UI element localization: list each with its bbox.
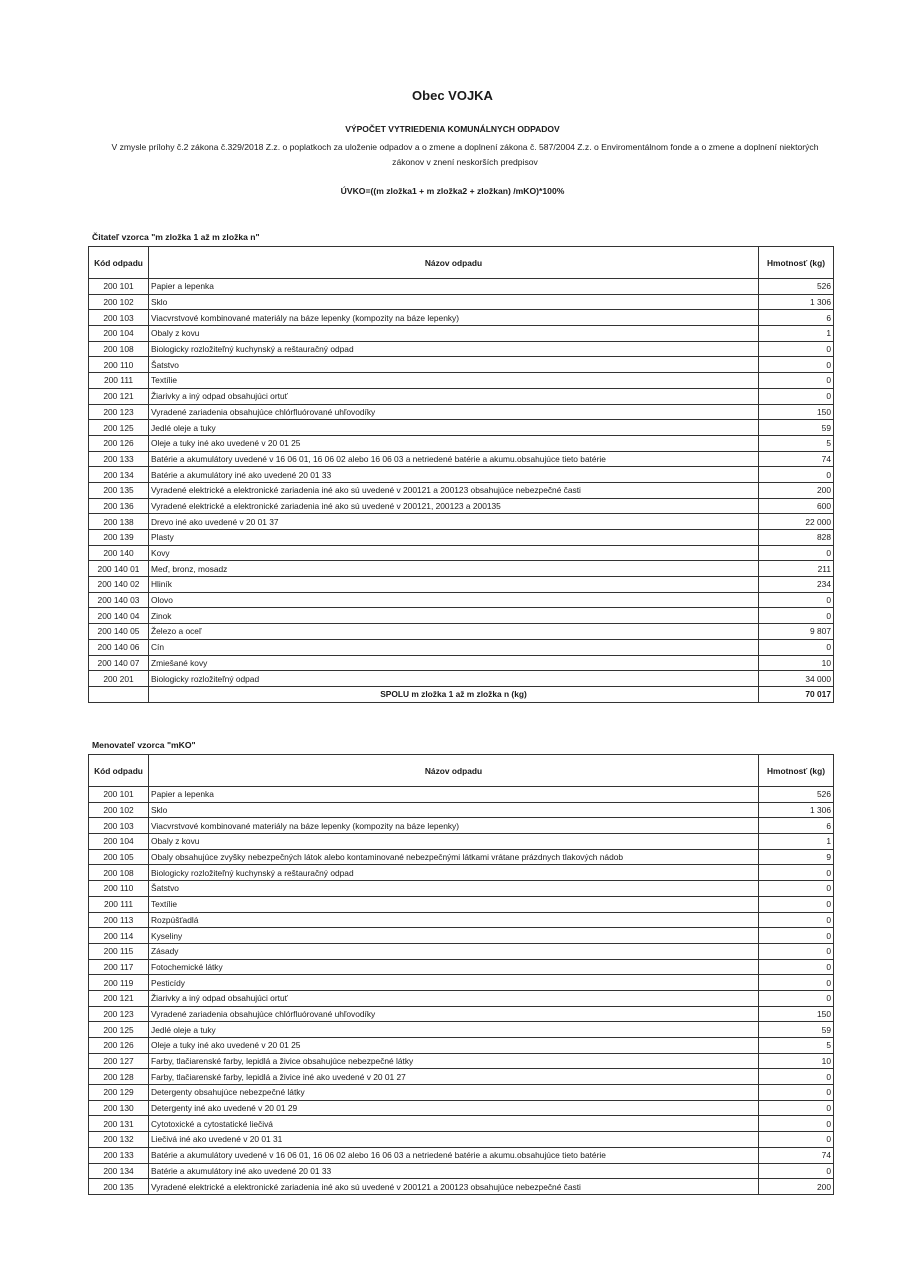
cell-mass: 22 000 xyxy=(759,514,834,530)
numerator-table xyxy=(88,246,834,703)
table-row xyxy=(89,849,834,865)
cell-code: 200 140 01 xyxy=(89,561,149,577)
cell-code: 200 133 xyxy=(89,1147,149,1163)
cell-mass: 0 xyxy=(759,388,834,404)
cell-mass: 0 xyxy=(759,467,834,483)
cell-mass: 0 xyxy=(759,1132,834,1148)
cell-code: 200 140 02 xyxy=(89,577,149,593)
table-row xyxy=(89,865,834,881)
table-row xyxy=(89,1038,834,1054)
cell-code: 200 110 xyxy=(89,881,149,897)
cell-name: Vyradené elektrické a elektronické zariadenia iné ako sú uvedené v 200121 a 200123 obsahujúce nebezpečné časti xyxy=(149,482,759,498)
cell-code: 200 121 xyxy=(89,388,149,404)
cell-name: Cytotoxické a cytostatické liečivá xyxy=(149,1116,759,1132)
table-row xyxy=(89,834,834,850)
cell-name: Pesticídy xyxy=(149,975,759,991)
cell-mass: 0 xyxy=(759,357,834,373)
cell-name: Plasty xyxy=(149,530,759,546)
cell-code: 200 105 xyxy=(89,849,149,865)
cell-code: 200 102 xyxy=(89,802,149,818)
cell-name: Žiarivky a iný odpad obsahujúci ortuť xyxy=(149,388,759,404)
cell-mass: 0 xyxy=(759,592,834,608)
cell-name: Zmiešané kovy xyxy=(149,655,759,671)
cell-name: Obaly obsahujúce zvyšky nebezpečných látok alebo kontaminované nebezpečnými látkami vrátane prázdnych tlakových nádob xyxy=(149,849,759,865)
cell-name: Obaly z kovu xyxy=(149,834,759,850)
header-name: Názov odpadu xyxy=(149,247,759,279)
cell-code: 200 113 xyxy=(89,912,149,928)
cell-mass: 1 306 xyxy=(759,294,834,310)
cell-mass: 10 xyxy=(759,1053,834,1069)
cell-mass: 0 xyxy=(759,1163,834,1179)
cell-name: Fotochemické látky xyxy=(149,959,759,975)
cell-mass: 74 xyxy=(759,451,834,467)
table-row xyxy=(89,388,834,404)
cell-name: Biologicky rozložiteľný kuchynský a reštauračný odpad xyxy=(149,865,759,881)
table-row xyxy=(89,467,834,483)
cell-mass: 0 xyxy=(759,1085,834,1101)
cell-code: 200 119 xyxy=(89,975,149,991)
cell-code: 200 126 xyxy=(89,435,149,451)
cell-code: 200 115 xyxy=(89,943,149,959)
table-row xyxy=(89,373,834,389)
total-row xyxy=(89,686,834,702)
cell-code: 200 114 xyxy=(89,928,149,944)
cell-code: 200 125 xyxy=(89,1022,149,1038)
cell-name: Liečivá iné ako uvedené v 20 01 31 xyxy=(149,1132,759,1148)
page-title: Obec VOJKA xyxy=(412,88,493,103)
table-row xyxy=(89,592,834,608)
cell-mass: 0 xyxy=(759,928,834,944)
cell-mass: 6 xyxy=(759,818,834,834)
cell-name: Vyradené zariadenia obsahujúce chlórfluórované uhľovodíky xyxy=(149,1006,759,1022)
cell-name: Meď, bronz, mosadz xyxy=(149,561,759,577)
cell-name: Zásady xyxy=(149,943,759,959)
cell-code: 200 111 xyxy=(89,373,149,389)
cell-code: 200 128 xyxy=(89,1069,149,1085)
cell-name: Vyradené elektrické a elektronické zariadenia iné ako sú uvedené v 200121 a 200123 obsahujúce nebezpečné časti xyxy=(149,1179,759,1195)
cell-mass: 0 xyxy=(759,341,834,357)
cell-mass: 0 xyxy=(759,959,834,975)
table-row xyxy=(89,639,834,655)
cell-code: 200 121 xyxy=(89,990,149,1006)
cell-code: 200 126 xyxy=(89,1038,149,1054)
cell-mass: 150 xyxy=(759,404,834,420)
cell-mass: 600 xyxy=(759,498,834,514)
total-label: SPOLU m zložka 1 až m zložka n (kg) xyxy=(149,686,759,702)
table-row xyxy=(89,310,834,326)
table-row xyxy=(89,624,834,640)
cell-mass: 234 xyxy=(759,577,834,593)
cell-mass: 526 xyxy=(759,787,834,803)
cell-name: Batérie a akumulátory iné ako uvedené 20 01 33 xyxy=(149,467,759,483)
cell-code: 200 139 xyxy=(89,530,149,546)
cell-code: 200 133 xyxy=(89,451,149,467)
table-row xyxy=(89,451,834,467)
cell-name: Olovo xyxy=(149,592,759,608)
cell-mass: 150 xyxy=(759,1006,834,1022)
cell-name: Vyradené elektrické a elektronické zariadenia iné ako sú uvedené v 200121, 200123 a 200135 xyxy=(149,498,759,514)
cell-mass: 828 xyxy=(759,530,834,546)
cell-name: Sklo xyxy=(149,802,759,818)
table-row xyxy=(89,294,834,310)
cell-name: Kovy xyxy=(149,545,759,561)
cell-code: 200 140 07 xyxy=(89,655,149,671)
cell-code: 200 130 xyxy=(89,1100,149,1116)
table-row xyxy=(89,530,834,546)
cell-code: 200 140 05 xyxy=(89,624,149,640)
cell-code: 200 110 xyxy=(89,357,149,373)
table-row xyxy=(89,577,834,593)
cell-name: Papier a lepenka xyxy=(149,787,759,803)
cell-code: 200 127 xyxy=(89,1053,149,1069)
table-row xyxy=(89,326,834,342)
cell-code: 200 138 xyxy=(89,514,149,530)
header-code: Kód odpadu xyxy=(89,755,149,787)
cell-name: Textílie xyxy=(149,896,759,912)
cell-code: 200 201 xyxy=(89,671,149,687)
cell-mass: 0 xyxy=(759,896,834,912)
table-row xyxy=(89,818,834,834)
table1-caption: Čitateľ vzorca "m zložka 1 až m zložka n" xyxy=(92,232,260,242)
cell-mass: 0 xyxy=(759,990,834,1006)
cell-mass: 10 xyxy=(759,655,834,671)
header-code: Kód odpadu xyxy=(89,247,149,279)
table-row xyxy=(89,545,834,561)
cell-mass: 0 xyxy=(759,865,834,881)
table-row xyxy=(89,787,834,803)
table-row xyxy=(89,420,834,436)
cell-name: Rozpúšťadlá xyxy=(149,912,759,928)
cell-mass: 0 xyxy=(759,373,834,389)
table-row xyxy=(89,498,834,514)
cell-name: Zinok xyxy=(149,608,759,624)
cell-name: Drevo iné ako uvedené v 20 01 37 xyxy=(149,514,759,530)
cell-mass: 74 xyxy=(759,1147,834,1163)
table-row xyxy=(89,1053,834,1069)
cell-code: 200 108 xyxy=(89,865,149,881)
table-row xyxy=(89,1085,834,1101)
cell-mass: 1 306 xyxy=(759,802,834,818)
cell-mass: 200 xyxy=(759,482,834,498)
cell-mass: 0 xyxy=(759,545,834,561)
cell-name: Cín xyxy=(149,639,759,655)
cell-name: Textílie xyxy=(149,373,759,389)
cell-name: Oleje a tuky iné ako uvedené v 20 01 25 xyxy=(149,435,759,451)
cell-name: Detergenty iné ako uvedené v 20 01 29 xyxy=(149,1100,759,1116)
table-row xyxy=(89,671,834,687)
cell-code: 200 140 06 xyxy=(89,639,149,655)
cell-name: Vyradené zariadenia obsahujúce chlórfluórované uhľovodíky xyxy=(149,404,759,420)
table-row xyxy=(89,896,834,912)
cell-code: 200 103 xyxy=(89,818,149,834)
cell-mass: 0 xyxy=(759,943,834,959)
cell-name: Hliník xyxy=(149,577,759,593)
table-row xyxy=(89,404,834,420)
table-row xyxy=(89,928,834,944)
formula: ÚVKO=((m zložka1 + m zložka2 + zložkan) /mKO)*100% xyxy=(340,186,565,196)
cell-name: Obaly z kovu xyxy=(149,326,759,342)
cell-name: Sklo xyxy=(149,294,759,310)
cell-code: 200 135 xyxy=(89,482,149,498)
cell-mass: 59 xyxy=(759,420,834,436)
cell-name: Farby, tlačiarenské farby, lepidlá a živice iné ako uvedené v 20 01 27 xyxy=(149,1069,759,1085)
header-mass: Hmotnosť (kg) xyxy=(759,247,834,279)
table-row xyxy=(89,912,834,928)
cell-code: 200 102 xyxy=(89,294,149,310)
table-row xyxy=(89,1006,834,1022)
table-row xyxy=(89,1132,834,1148)
cell-name: Farby, tlačiarenské farby, lepidlá a živice obsahujúce nebezpečné látky xyxy=(149,1053,759,1069)
cell-mass: 6 xyxy=(759,310,834,326)
cell-code: 200 132 xyxy=(89,1132,149,1148)
cell-code: 200 123 xyxy=(89,1006,149,1022)
cell-mass: 0 xyxy=(759,1116,834,1132)
cell-mass: 211 xyxy=(759,561,834,577)
cell-mass: 1 xyxy=(759,834,834,850)
table2-caption: Menovateľ vzorca "mKO" xyxy=(92,740,196,750)
table-row xyxy=(89,881,834,897)
cell-code: 200 131 xyxy=(89,1116,149,1132)
cell-code: 200 101 xyxy=(89,787,149,803)
cell-name: Žiarivky a iný odpad obsahujúci ortuť xyxy=(149,990,759,1006)
cell-name: Batérie a akumulátory uvedené v 16 06 01, 16 06 02 alebo 16 06 03 a netriedené batérie a akumu.obsahujúce tieto batérie xyxy=(149,451,759,467)
cell-mass: 0 xyxy=(759,912,834,928)
cell-mass: 0 xyxy=(759,975,834,991)
table-row xyxy=(89,1069,834,1085)
table-row xyxy=(89,990,834,1006)
table-row xyxy=(89,482,834,498)
total-empty-cell xyxy=(89,686,149,702)
cell-mass: 0 xyxy=(759,639,834,655)
table-row xyxy=(89,943,834,959)
cell-code: 200 117 xyxy=(89,959,149,975)
cell-mass: 526 xyxy=(759,279,834,295)
cell-code: 200 140 03 xyxy=(89,592,149,608)
cell-mass: 5 xyxy=(759,435,834,451)
table-row xyxy=(89,1116,834,1132)
cell-mass: 1 xyxy=(759,326,834,342)
cell-mass: 0 xyxy=(759,881,834,897)
cell-name: Jedlé oleje a tuky xyxy=(149,420,759,436)
denominator-table-body xyxy=(89,787,834,1195)
document-subtitle: VÝPOČET VYTRIEDENIA KOMUNÁLNYCH ODPADOV xyxy=(345,124,560,134)
cell-mass: 5 xyxy=(759,1038,834,1054)
cell-mass: 9 807 xyxy=(759,624,834,640)
cell-mass: 0 xyxy=(759,1100,834,1116)
header-mass: Hmotnosť (kg) xyxy=(759,755,834,787)
table-row xyxy=(89,1022,834,1038)
table-row xyxy=(89,959,834,975)
cell-code: 200 134 xyxy=(89,1163,149,1179)
denominator-table xyxy=(88,754,834,1195)
total-value: 70 017 xyxy=(759,686,834,702)
table-row xyxy=(89,341,834,357)
table-row xyxy=(89,608,834,624)
table-row xyxy=(89,279,834,295)
cell-name: Batérie a akumulátory uvedené v 16 06 01, 16 06 02 alebo 16 06 03 a netriedené batérie a akumu.obsahujúce tieto batérie xyxy=(149,1147,759,1163)
table-row xyxy=(89,357,834,373)
cell-name: Šatstvo xyxy=(149,881,759,897)
cell-name: Kyseliny xyxy=(149,928,759,944)
cell-name: Batérie a akumulátory iné ako uvedené 20 01 33 xyxy=(149,1163,759,1179)
cell-code: 200 125 xyxy=(89,420,149,436)
cell-mass: 200 xyxy=(759,1179,834,1195)
cell-code: 200 101 xyxy=(89,279,149,295)
cell-code: 200 136 xyxy=(89,498,149,514)
cell-name: Oleje a tuky iné ako uvedené v 20 01 25 xyxy=(149,1038,759,1054)
table-row xyxy=(89,802,834,818)
cell-mass: 0 xyxy=(759,608,834,624)
cell-code: 200 104 xyxy=(89,326,149,342)
cell-name: Detergenty obsahujúce nebezpečné látky xyxy=(149,1085,759,1101)
cell-name: Šatstvo xyxy=(149,357,759,373)
table-row xyxy=(89,561,834,577)
cell-code: 200 123 xyxy=(89,404,149,420)
table-row xyxy=(89,1179,834,1195)
cell-name: Železo a oceľ xyxy=(149,624,759,640)
cell-mass: 34 000 xyxy=(759,671,834,687)
table-row xyxy=(89,1163,834,1179)
cell-name: Viacvrstvové kombinované materiály na báze lepenky (kompozity na báze lepenky) xyxy=(149,310,759,326)
intro-paragraph: V zmysle prílohy č.2 zákona č.329/2018 Z.z. o poplatkoch za uloženie odpadov a o zmene a doplnení zákona č. 587/2004 Z.z. o Enviromentálnom fonde a o zmene a doplnení niektorých zákonov v znení neskorších predpisov xyxy=(111,142,819,167)
table-row xyxy=(89,514,834,530)
table-row xyxy=(89,655,834,671)
cell-code: 200 108 xyxy=(89,341,149,357)
header-name: Názov odpadu xyxy=(149,755,759,787)
table-row xyxy=(89,975,834,991)
table-row xyxy=(89,435,834,451)
cell-code: 200 134 xyxy=(89,467,149,483)
cell-name: Viacvrstvové kombinované materiály na báze lepenky (kompozity na báze lepenky) xyxy=(149,818,759,834)
cell-code: 200 140 xyxy=(89,545,149,561)
cell-code: 200 104 xyxy=(89,834,149,850)
cell-mass: 59 xyxy=(759,1022,834,1038)
cell-code: 200 103 xyxy=(89,310,149,326)
cell-code: 200 111 xyxy=(89,896,149,912)
cell-code: 200 140 04 xyxy=(89,608,149,624)
cell-name: Biologicky rozložiteľný kuchynský a reštauračný odpad xyxy=(149,341,759,357)
numerator-table-body xyxy=(89,279,834,703)
cell-mass: 9 xyxy=(759,849,834,865)
cell-mass: 0 xyxy=(759,1069,834,1085)
cell-name: Jedlé oleje a tuky xyxy=(149,1022,759,1038)
cell-code: 200 129 xyxy=(89,1085,149,1101)
table-row xyxy=(89,1147,834,1163)
cell-code: 200 135 xyxy=(89,1179,149,1195)
cell-name: Biologicky rozložiteľný odpad xyxy=(149,671,759,687)
table-row xyxy=(89,1100,834,1116)
cell-name: Papier a lepenka xyxy=(149,279,759,295)
